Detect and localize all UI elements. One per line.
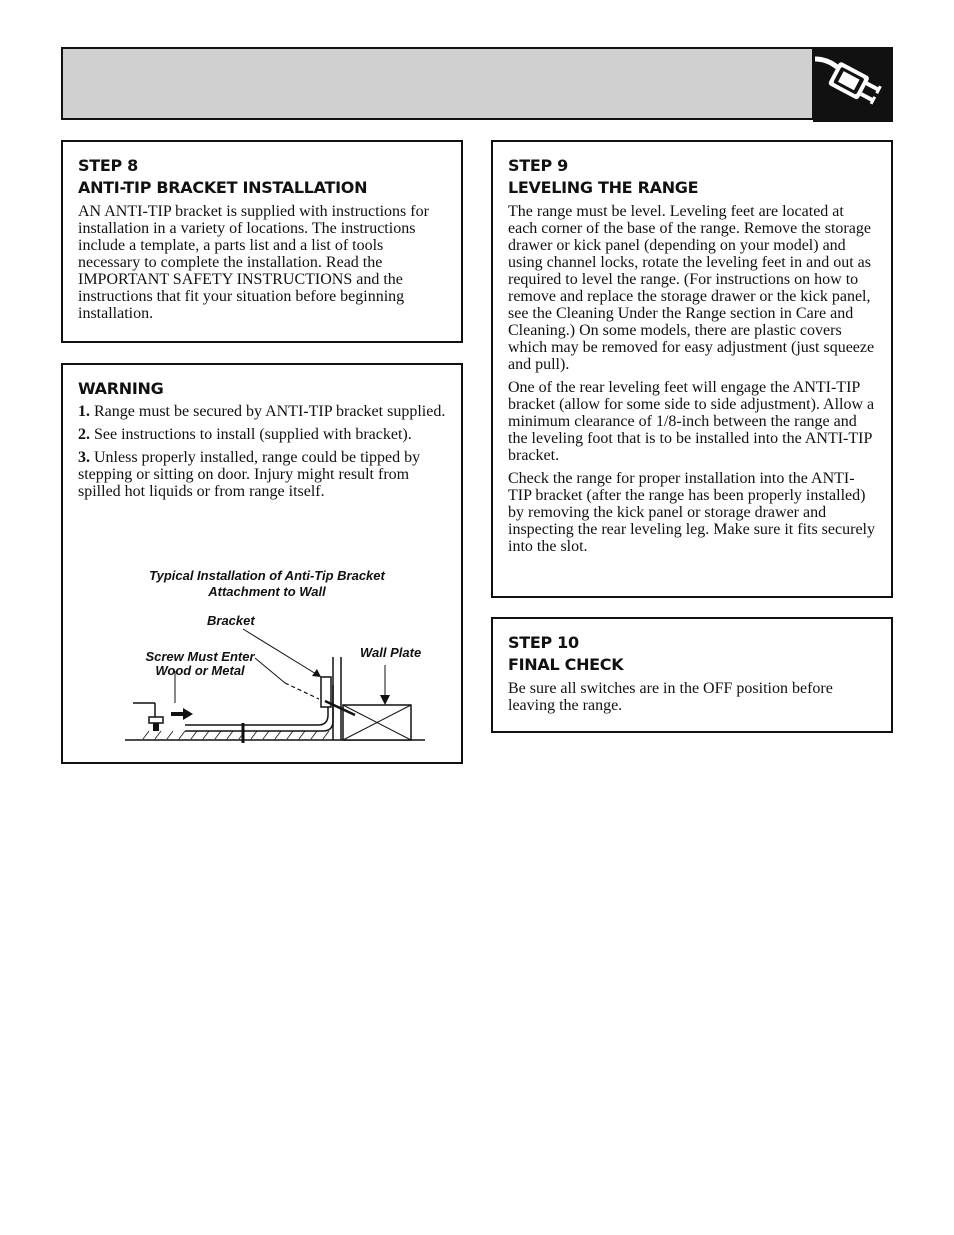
- step9-panel: [491, 140, 893, 598]
- step8-label: STEP 8: [78, 156, 138, 175]
- step9-paragraph-1: The range must be level. Leveling feet are located at each corner of the base of the range. Remove the storage drawer or kick panel (depending on your model) and using channel locks, rotate the leveling feet in and out as required to level the range. (For instructions on how to remove and replace the storage drawer or the kick panel, see the Cleaning Under the Range section in Care and Cleaning.) On some models, there are plastic covers which may be removed for easy adjustment (just squeeze and pull).: [508, 203, 875, 373]
- warning-item-1-num: 1.: [78, 403, 90, 420]
- step10-label: STEP 10: [508, 633, 579, 652]
- label-bracket: Bracket: [207, 613, 255, 628]
- step8-panel: [61, 140, 463, 343]
- step8-title: ANTI-TIP BRACKET INSTALLATION: [78, 178, 368, 197]
- label-screw-line1: Screw Must Enter: [145, 649, 255, 664]
- warning-title: WARNING: [78, 379, 164, 398]
- step10-panel: [491, 617, 893, 733]
- figure-caption-line2: Attachment to Wall: [208, 584, 326, 599]
- step10-body: Be sure all switches are in the OFF position before leaving the range.: [508, 680, 833, 714]
- warning-item-2-num: 2.: [78, 426, 90, 443]
- step8-body: AN ANTI-TIP bracket is supplied with instructions for installation in a variety of locations. The instructions include a template, a parts list and a list of tools necessary to complete the installation. Read the IMPORTANT SAFETY INSTRUCTIONS and the instructions that fit your situation before beginning installation.: [78, 203, 429, 322]
- power-plug-icon: [813, 47, 893, 122]
- warning-panel: [61, 363, 463, 764]
- anti-tip-figure: [63, 365, 461, 762]
- label-screw-line2: Wood or Metal: [155, 663, 245, 678]
- warning-item-2-text: See instructions to install (supplied with bracket).: [90, 426, 412, 443]
- warning-item-3-num: 3.: [78, 449, 90, 466]
- page-header-bar: [61, 47, 814, 120]
- warning-item-3-text: Unless properly installed, range could be tipped by stepping or sitting on door. Injury might result from spilled hot liquids or from range itself.: [78, 449, 421, 500]
- step10-title: FINAL CHECK: [508, 655, 624, 674]
- figure-caption-line1: Typical Installation of Anti-Tip Bracket: [149, 568, 385, 583]
- bracket-diagram: [63, 365, 461, 762]
- step9-label: STEP 9: [508, 156, 568, 175]
- step9-title: LEVELING THE RANGE: [508, 178, 699, 197]
- label-wall-plate: Wall Plate: [360, 645, 422, 660]
- step9-paragraph-2: One of the rear leveling feet will engage the ANTI-TIP bracket (allow for some side to side adjustment). Allow a minimum clearance of 1/8-inch between the range and the leveling foot that is to be installed into the ANTI-TIP bracket.: [508, 379, 875, 464]
- warning-item-1-text: Range must be secured by ANTI-TIP bracket supplied.: [90, 403, 446, 420]
- step9-paragraph-3: Check the range for proper installation into the ANTI-TIP bracket (after the range has been properly installed) by removing the kick panel or storage drawer and inspecting the rear leveling leg. Make sure it fits securely into the slot.: [508, 470, 875, 555]
